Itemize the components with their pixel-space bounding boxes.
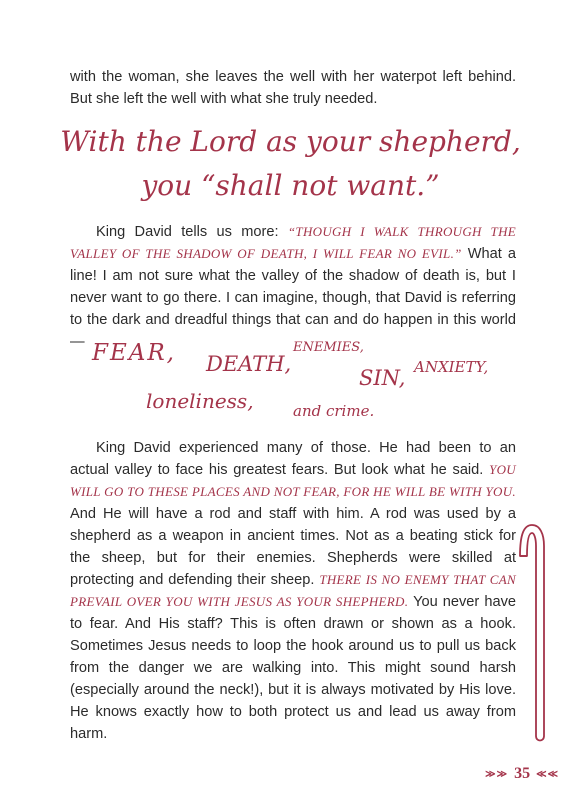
- paragraph-rod-staff: [70, 437, 516, 745]
- footer-ornament-left-icon: ≫≫: [485, 768, 509, 780]
- paragraph-rod-staff-part-2: And He will have a rod and staff with him. A rod was used by a shepherd as a weapon in ancient times. Not as a beating stick for the sheep, but for their enemies. Shepherds were skilled at protecting and defending their sheep.: [70, 506, 516, 588]
- psalm-quote-highlight: “THOUGH I WALK THROUGH THE VALLEY OF THE SHADOW OF DEATH, I WILL FEAR NO EVIL.”: [70, 224, 516, 261]
- no-enemy-highlight: THERE IS NO ENEMY THAT CAN PREVAIL OVER YOU WITH JESUS AS YOUR SHEPHERD.: [70, 572, 516, 609]
- word-sin: SIN,: [359, 366, 406, 390]
- pull-quote-line-2: you “shall not want.”: [141, 169, 440, 202]
- pull-quote-line-1: With the Lord as your shepherd,: [60, 125, 521, 158]
- paragraph-rod-staff-part-3: You never have to fear. And His staff? This is often drawn or shown as a hook. Sometimes Jesus needs to loop the hook around us to pull us back from the danger we are walking into. This might sound harsh (especially around the neck!), but it is always motivated by His love. He knows exactly how to both protect us and lead us away from harm.: [70, 594, 516, 742]
- footer-ornament-right-icon: ≪≪: [536, 768, 559, 780]
- word-crime: and crime.: [293, 402, 375, 420]
- word-enemies: ENEMIES,: [293, 340, 364, 355]
- page-footer: [485, 765, 559, 783]
- page-number: 35: [514, 765, 531, 782]
- word-loneliness: loneliness,: [146, 389, 254, 413]
- word-fear: FEAR,: [92, 340, 176, 366]
- paragraph-valley: [70, 221, 516, 353]
- paragraph-valley-lead: King David tells us more:: [96, 224, 288, 240]
- shepherd-staff-icon: [512, 522, 548, 746]
- paragraph-intro: [70, 66, 516, 110]
- paragraph-intro-text: with the woman, she leaves the well with her waterpot left behind. But she left the well with what she truly needed.: [70, 69, 516, 107]
- not-fear-highlight: YOU WILL GO TO THESE PLACES AND NOT FEAR, FOR HE WILL BE WITH YOU.: [70, 462, 516, 499]
- paragraph-valley-rest: What a line! I am not sure what the valley of the shadow of death is, but I never want to go there. I can imagine, though, that David is referring to the dark and dreadful things that can and do happen in this world—: [70, 246, 516, 350]
- paragraph-rod-staff-part-1: King David experienced many of those. He had been to an actual valley to face his greatest fears. But look what he said.: [70, 440, 516, 478]
- word-anxiety: ANXIETY,: [414, 358, 489, 376]
- word-death: DEATH,: [206, 352, 292, 376]
